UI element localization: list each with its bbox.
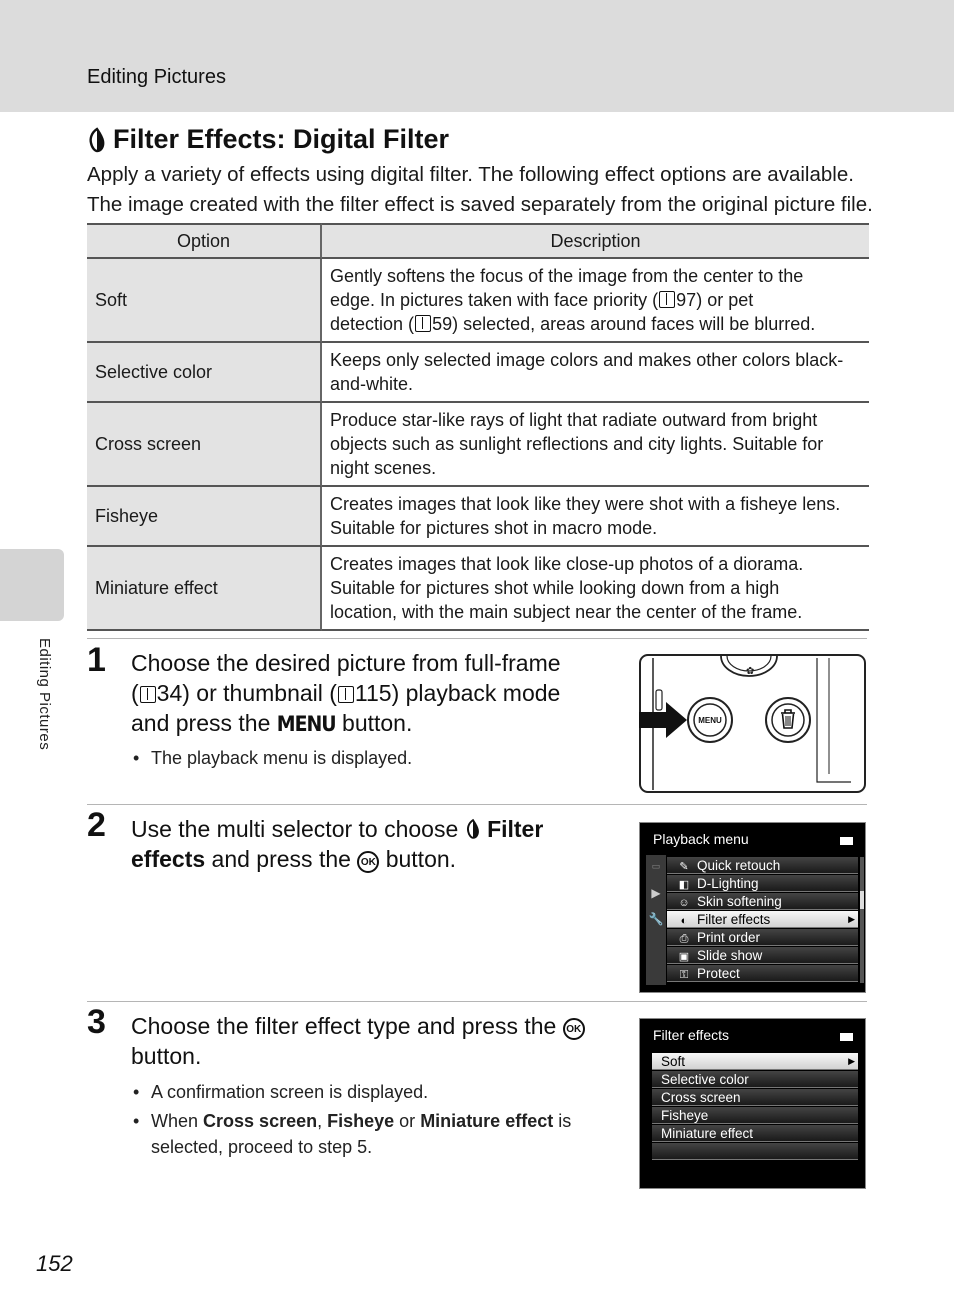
filter-option-fisheye[interactable] — [652, 1107, 858, 1124]
page-reference-icon — [338, 686, 354, 703]
step-text: button. — [335, 710, 413, 736]
svg-text:✿: ✿ — [746, 666, 755, 677]
filter-option-soft[interactable] — [652, 1053, 858, 1070]
page-title — [87, 124, 449, 155]
option-cell: Soft — [87, 259, 322, 343]
step-1-instruction — [131, 648, 561, 739]
filter-option-selective-color[interactable] — [652, 1071, 858, 1088]
list-item: • When Cross screen, Fisheye or Miniature effect is selected, proceed to step 5. — [131, 1108, 601, 1160]
step-text: Choose the desired picture from full-frame — [131, 650, 561, 676]
step-text: 115) playback mode — [354, 680, 561, 706]
page-reference-icon — [140, 686, 156, 703]
scrollbar-thumb[interactable] — [860, 891, 864, 909]
filter-effects-icon — [87, 127, 107, 153]
menu-item-print-order[interactable] — [667, 929, 858, 946]
step-3-notes — [131, 1079, 601, 1163]
menu-item-label: Quick retouch — [697, 858, 781, 873]
desc-line: Keeps only selected image colors and makes other colors black- — [330, 350, 844, 370]
table-row — [87, 487, 869, 547]
desc-line: objects such as sunlight reflections and city lights. Suitable for — [330, 434, 824, 454]
side-tab-label: Editing Pictures — [36, 638, 53, 751]
battery-icon — [840, 837, 853, 845]
menu-item-d-lighting[interactable] — [667, 875, 858, 892]
desc-line: Suitable for pictures shot while looking down from a high — [330, 578, 780, 598]
options-table — [87, 223, 869, 631]
battery-icon — [840, 1033, 853, 1041]
protect-key-icon: ⚿ — [679, 969, 689, 981]
shooting-tab-icon: ▭ — [651, 861, 661, 871]
print-order-icon: ⎙ — [679, 933, 689, 945]
playback-tab-icon: ▶ — [651, 886, 661, 900]
desc-line: Creates images that look like close-up photos of a diorama. — [330, 554, 804, 574]
step-text-bold: effects — [131, 846, 206, 872]
chevron-right-icon: ▶ — [848, 914, 855, 924]
table-row — [87, 343, 869, 403]
desc-line: Gently softens the focus of the image from the center to the — [330, 266, 804, 286]
filter-option-label: Fisheye — [661, 1108, 709, 1123]
camera-back-illustration — [639, 654, 866, 793]
step-text-bold: Filter — [487, 816, 544, 842]
desc-line: detection ( — [330, 314, 415, 334]
desc-line: Creates images that look like they were shot with a fisheye lens. — [330, 494, 841, 514]
step-divider — [87, 804, 867, 805]
filter-effects-icon — [465, 818, 481, 840]
filter-option-miniature-effect[interactable] — [652, 1125, 858, 1142]
option-cell: Miniature effect — [87, 547, 322, 631]
playback-menu-screen — [639, 822, 866, 993]
skin-softening-icon: ☺ — [678, 897, 690, 909]
ok-button-icon: OK — [563, 1018, 585, 1040]
desc-line: edge. In pictures taken with face priority ( — [330, 290, 659, 310]
menu-item-label: Slide show — [697, 948, 763, 963]
step-divider — [87, 1001, 867, 1002]
d-lighting-icon: ◧ — [678, 879, 690, 891]
menu-item-quick-retouch[interactable] — [667, 857, 858, 874]
screen-title: Filter effects — [653, 1027, 729, 1043]
step-text: button. — [379, 846, 457, 872]
screen-title: Playback menu — [653, 831, 749, 847]
list-item: • The playback menu is displayed. — [131, 745, 412, 771]
filter-option-label: Soft — [661, 1054, 686, 1069]
empty-list-row — [652, 1143, 858, 1160]
page-reference-icon — [659, 291, 675, 308]
desc-line: 97) or pet — [676, 290, 754, 310]
step-text: and press the — [205, 846, 358, 872]
step-number: 1 — [87, 641, 106, 679]
desc-line: location, with the main subject near the center of the frame. — [330, 602, 803, 622]
step-2-instruction — [131, 814, 543, 874]
menu-item-protect[interactable] — [667, 965, 858, 982]
menu-item-label: Skin softening — [697, 894, 782, 909]
header-band — [0, 0, 954, 112]
step-text: ( — [131, 680, 139, 706]
step-text: button. — [131, 1043, 202, 1069]
chevron-right-icon: ▶ — [848, 1056, 855, 1066]
filter-effects-icon: ◐ — [680, 915, 688, 927]
table-row — [87, 403, 869, 487]
delete-icon — [781, 710, 795, 728]
description-cell — [322, 259, 869, 343]
step-text: Choose the filter effect type and press the — [131, 1013, 563, 1039]
menu-item-label: Filter effects — [697, 912, 771, 927]
table-row — [87, 547, 869, 631]
slide-show-icon: ▣ — [678, 951, 690, 963]
side-tab — [0, 549, 64, 621]
filter-option-cross-screen[interactable] — [652, 1089, 858, 1106]
menu-item-skin-softening[interactable] — [667, 893, 858, 910]
page-title-text: Filter Effects: Digital Filter — [113, 124, 450, 154]
description-cell — [322, 547, 869, 631]
filter-option-label: Miniature effect — [661, 1126, 754, 1141]
desc-line: and-white. — [330, 374, 414, 394]
menu-item-slide-show[interactable] — [667, 947, 858, 964]
ok-button-icon: OK — [357, 851, 379, 873]
step-number: 3 — [87, 1003, 106, 1041]
filter-effects-screen — [639, 1018, 866, 1189]
desc-line: Produce star-like rays of light that radiate outward from bright — [330, 410, 818, 430]
step-text: 34) or thumbnail ( — [156, 680, 337, 706]
table-header-row — [87, 223, 869, 259]
step-number: 2 — [87, 806, 106, 844]
menu-button-glyph: MENU — [276, 712, 336, 736]
quick-retouch-icon: ✎ — [679, 861, 689, 873]
table-row — [87, 259, 869, 343]
description-cell — [322, 343, 869, 403]
step-text: and press the — [131, 710, 277, 736]
running-head: Editing Pictures — [87, 66, 226, 88]
option-cell: Selective color — [87, 343, 322, 403]
step-text: Use the multi selector to choose — [131, 816, 465, 842]
scrollbar[interactable] — [860, 857, 864, 983]
table-header-option: Option — [87, 223, 322, 259]
menu-item-label: Protect — [697, 966, 740, 981]
menu-item-label: D-Lighting — [697, 876, 759, 891]
step-divider — [87, 638, 867, 639]
option-cell: Cross screen — [87, 403, 322, 487]
setup-tab-icon: 🔧 — [648, 912, 664, 926]
desc-line: night scenes. — [330, 458, 437, 478]
desc-line: 59) selected, areas around faces will be blurred. — [432, 314, 816, 334]
menu-item-filter-effects[interactable] — [667, 911, 858, 928]
step-3-instruction — [131, 1011, 585, 1071]
desc-line: Suitable for pictures shot in macro mode. — [330, 518, 658, 538]
list-item: • A confirmation screen is displayed. — [131, 1079, 601, 1105]
page-number: 152 — [36, 1251, 73, 1276]
table-header-description: Description — [322, 223, 869, 259]
description-cell — [322, 487, 869, 547]
description-cell — [322, 403, 869, 487]
option-cell: Fisheye — [87, 487, 322, 547]
intro-line: Apply a variety of effects using digital filter. The following effect options are available. — [87, 163, 854, 186]
page-reference-icon — [415, 315, 431, 332]
step-1-notes — [131, 745, 412, 774]
intro-paragraph — [87, 160, 877, 220]
menu-tab-strip — [646, 855, 666, 985]
menu-item-label: Print order — [697, 930, 761, 945]
filter-option-label: Cross screen — [661, 1090, 741, 1105]
menu-button-label: MENU — [698, 716, 722, 725]
filter-option-label: Selective color — [661, 1072, 749, 1087]
intro-line: The image created with the filter effect is saved separately from the original picture file. — [87, 193, 873, 216]
